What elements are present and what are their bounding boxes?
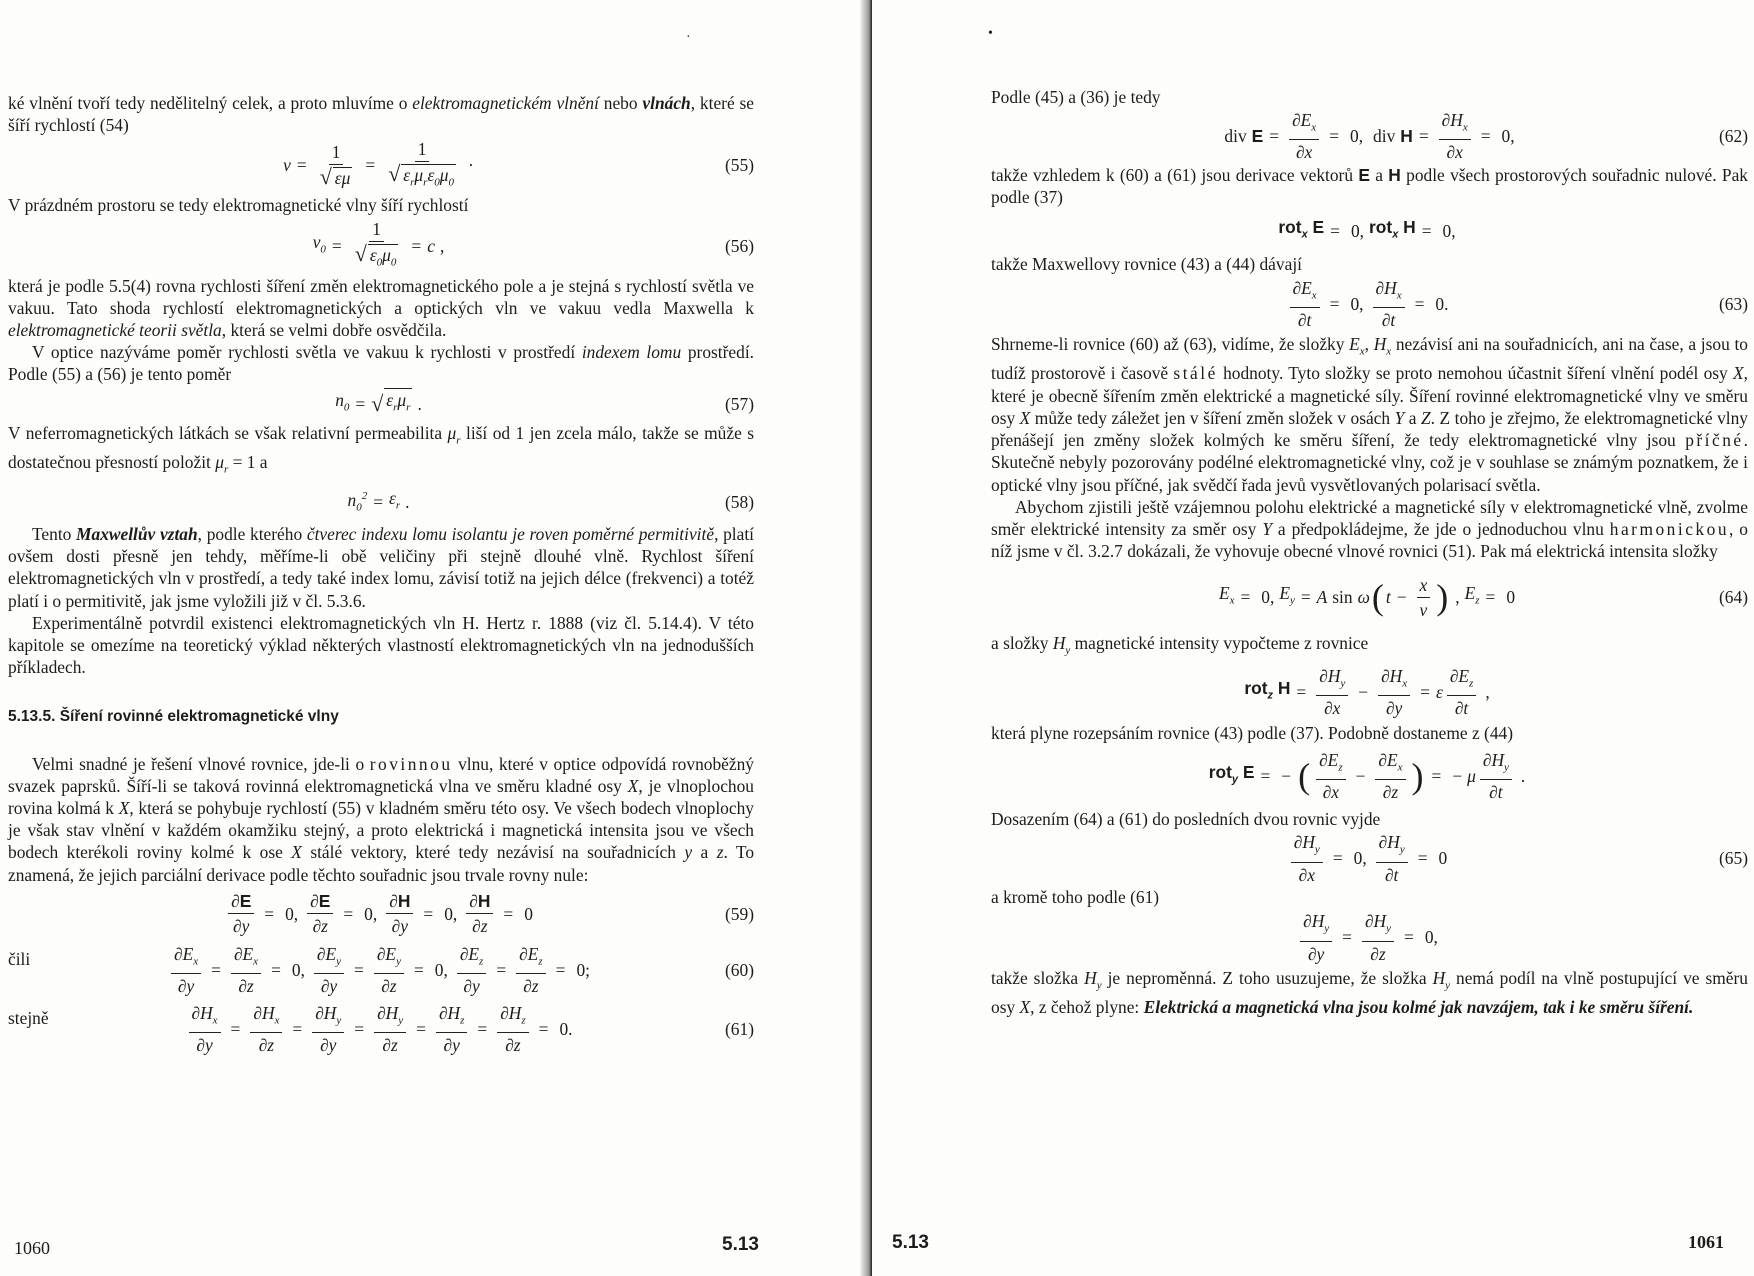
equation-number: (60) (725, 959, 754, 980)
equation-number: (63) (1719, 293, 1748, 314)
paragraph: V neferromagnetických látkách se však relativní permeabilita $\mu_r$ liší od 1 jen zcela málo, takže se může s dostatečnou přesností položit $\mu_r = 1$ a (8, 422, 754, 476)
paragraph: V prázdném prostoru se tedy elektromagnetické vlny šíří rychlostí (8, 195, 469, 216)
equation-number: (65) (1719, 848, 1748, 869)
paragraph: která je podle 5.5(4) rovna rychlosti šíření změn elektromagnetického pole a je stejná s rychlostí světla ve vakuu. Tato shoda rychlostí elektromagnetických a optických vln ve vakuu vedla Maxwella k elektromagnetické teorii světla, která se velmi dobře osvědčila. (8, 275, 754, 341)
equation-rot-x: rot$_x$ E = 0, rot$_x$ H = 0, (1278, 216, 1456, 241)
paragraph: Abychom zjistili ještě vzájemnou polohu elektrické a magnetické síly v elektromagnetické vlně, zvolme směr elektrické intensity za směr osy Y a předpokládejme, že jde o jednoduchou vlnu harmonickou, o níž jsme v čl. 3.2.7 dokázali, že vyhovuje obecné vlnové rovnici (51). Pak má elektrická intensita složky (991, 496, 1748, 562)
equation-hy-yz: $\frac{\partial H_y}{\partial y}$ = $\frac{\partial H_y}{\partial z}$ = 0, (991, 912, 1748, 964)
paragraph: takže složka $H_y$ je neproměnná. Z toho usuzujeme, že složka $H_y$ nemá podíl na vlně postupující ve směru osy X, z čehož plyne: Elektrická a magnetická vlna jsou kolmé jak navzájem, tak i ke směru šíření. (991, 967, 1748, 1018)
page-number: 1060 (14, 1238, 50, 1258)
equation-60: čili $\frac{\partial E_x}{\partial y}$ = $\frac{\partial E_x}{\partial z}$ = 0, $\frac{\partial E_y}{\partial y}$ = $\frac{\partial E_y}{\partial z}$ = 0, $\frac{\partial E_z}{\partial y}$ = $\frac{\partial E_z}{\partial z}$ = 0; (60) (8, 943, 754, 997)
paragraph: ké vlnění tvoří tedy nedělitelný celek, a proto mluvíme o elektromagnetickém vlnění nebo vlnách, které se šíří rychlostí (54) (8, 93, 754, 136)
equation-number: (64) (1719, 587, 1748, 608)
paragraph: Shrneme-li rovnice (60) až (63), vidíme, že složky $E_x$, $H_x$ nezávisí ani na souřadnicích, ani na čase, a jsou to tudíž prostorově i časově stálé hodnoty. Tyto složky se proto nemohou účastnit šíření vlnění podél osy X, které je obecně šířením změn elektrické a magnetické síly. Šíření rovinné elektromagnetické vlny ve směru osy X může tedy záležet jen v šíření změn složek v osách Y a Z. Z toho je zřejmo, že elektromagnetické vlny přenášejí jen změny složek kolmých ke směru šíření, že tedy elektromagnetické vlny jsou příčné. Skutečně nebyly pozorovány podélné elektromagnetické vlny, což je v souhlase se známým poznatkem, že i optické vlny jsou příčné, jak svědčí řada jevů vysvětlovaných polarisací světla. (991, 333, 1749, 495)
equation-57: $n_0$ = √ $\varepsilon_r\mu_r$ . (57) (8, 389, 754, 419)
equation-rot-y: rot$_y$ E = − ( $\frac{\partial E_z}{\partial x}$ − $\frac{\partial E_x}{\partial z}$ ) = − μ $\frac{\partial H_y}{\partial t}$ . (1208, 749, 1526, 803)
section-number: 5.13 (722, 1234, 759, 1255)
equation-62: div E = $\frac{\partial E_x}{\partial x}$ = 0, div H = $\frac{\partial H_x}{\partial x}$ = 0, (62) (1224, 109, 1748, 163)
equation-number: (62) (1719, 126, 1748, 147)
equation-64: $E_x$ = 0, $E_y$ = A sin ω ( t − $\frac{x}{v}$ ) , $E_z$ = 0 (64) (1218, 574, 1748, 620)
print-mark: · (686, 30, 691, 45)
paragraph: Podle (45) a (36) je tedy (991, 87, 1161, 107)
equation-58: $n_0^2$ = $\varepsilon_r$ . (58) (347, 488, 754, 514)
paragraph: a kromě toho podle (61) (991, 887, 1160, 908)
equation-lead-word: stejně (8, 1007, 49, 1028)
equation-number: (59) (725, 903, 754, 924)
equation-number: (55) (725, 155, 754, 176)
equation-65: $\frac{\partial H_y}{\partial x}$ = 0, $\frac{\partial H_y}{\partial t}$ = 0 (65) (991, 833, 1748, 883)
paragraph: takže Maxwellovy rovnice (43) a (44) dávají (991, 253, 1302, 274)
equation-number: (57) (725, 393, 754, 414)
section-number: 5.13 (892, 1232, 929, 1253)
paragraph: která plyne rozepsáním rovnice (43) podle (37). Podobně dostaneme z (44) (991, 722, 1514, 743)
right-page (872, 0, 1754, 1276)
paragraph: Velmi snadné je řešení vlnové rovnice, jde-li o rovinnou vlnu, které v optice odpovídá rovnoběžný svazek paprsků. Šíří-li se taková rovinná elektromagnetická vlna ve směru kladné osy X, je vlnoplochou rovina kolmá k X, která se pohybuje rychlostí (55) v kladném směru této osy. Ve všech bodech vlnoplochy je však stav vlnění v každém okamžiku stejný, a proto elektrická i magnetická intensita jsou ve všech bodech kterékoli roviny kolmé k ose X stálé vektory, které tedy nezávisí na souřadnicích y a z. To znamená, že jejich parciální derivace podle těchto souřadnic jsou trvale rovny nule: (8, 753, 755, 885)
equation-number: (58) (725, 491, 754, 512)
paragraph: V optice nazýváme poměr rychlosti světla ve vakuu k rychlosti v prostředí indexem lomu prostředí. Podle (55) a (56) je tento poměr (8, 342, 754, 385)
equation-59: $\frac{\partial E}{\partial y}$ = 0, $\frac{\partial E}{\partial z}$ = 0, $\frac{\partial H}{\partial y}$ = 0, $\frac{\partial H}{\partial z}$ = 0 (59) (8, 889, 754, 939)
equation-number: (61) (725, 1018, 754, 1039)
equation-61: stejně $\frac{\partial H_x}{\partial y}$ = $\frac{\partial H_x}{\partial z}$ = $\frac{\partial H_y}{\partial y}$ = $\frac{\partial H_y}{\partial z}$ = $\frac{\partial H_z}{\partial y}$ = $\frac{\partial H_z}{\partial z}$ = 0. (61) (8, 1002, 754, 1056)
paragraph: Experimentálně potvrdil existenci elektromagnetických vln H. Hertz r. 1888 (viz čl. 5.14.4). V této kapitole se omezíme na teoretický výklad některých vlastností elektromagnetických vln na jednodušších příkladech. (8, 612, 754, 678)
paragraph: Dosazením (64) a (61) do posledních dvou rovnic vyjde (991, 809, 1381, 830)
equation-rot-z: rot$_z$ H = $\frac{\partial H_y}{\partial x}$ − $\frac{\partial H_x}{\partial y}$ = ε $\frac{\partial E_z}{\partial t}$ , (1244, 665, 1490, 719)
equation-55: v = $\frac{1}{√ \varepsilon\mu}$ = $\frac{1}{√ \varepsilon_r\mu_r\varepsilon_0\mu_0}$ · (55) (283, 138, 754, 190)
equation-56: $v_0$ = $\frac{1}{√ \varepsilon_0\mu_0}$ = c , (56) (312, 218, 754, 269)
equation-number: (56) (725, 235, 754, 256)
equation-lead-word: čili (8, 948, 31, 969)
paragraph: takže vzhledem k (60) a (61) jsou derivace vektorů E a H podle všech prostorových souřadnic nulové. Pak podle (37) (991, 165, 1749, 208)
left-page-body (8, 92, 754, 1060)
print-mark: • (988, 26, 993, 41)
section-heading: 5.13.5. Šíření rovinné elektromagnetické vlny (8, 708, 339, 726)
paragraph: a složky $H_y$ magnetické intensity vypočteme z rovnice (991, 633, 1369, 657)
left-page (0, 0, 868, 1276)
page-number: 1061 (1688, 1232, 1724, 1252)
right-page-body (991, 86, 1748, 1018)
paragraph: Tento Maxwellův vztah, podle kterého čtverec indexu lomu isolantu je roven poměrné permitivitě, platí ovšem dosti přesně jen tehdy, měříme-li obě veličiny při stejně dlouhé vlně. Rychlost šíření elektromagnetických vln v prostředí, a tedy také index lomu, závisí totiž na jejich délce (frekvenci) a totéž platí i o permitivitě, jak jsme vyložili již v čl. 5.3.6. (8, 523, 755, 611)
equation-63: $\frac{\partial E_x}{\partial t}$ = 0, $\frac{\partial H_x}{\partial t}$ = 0. (63) (991, 278, 1748, 330)
